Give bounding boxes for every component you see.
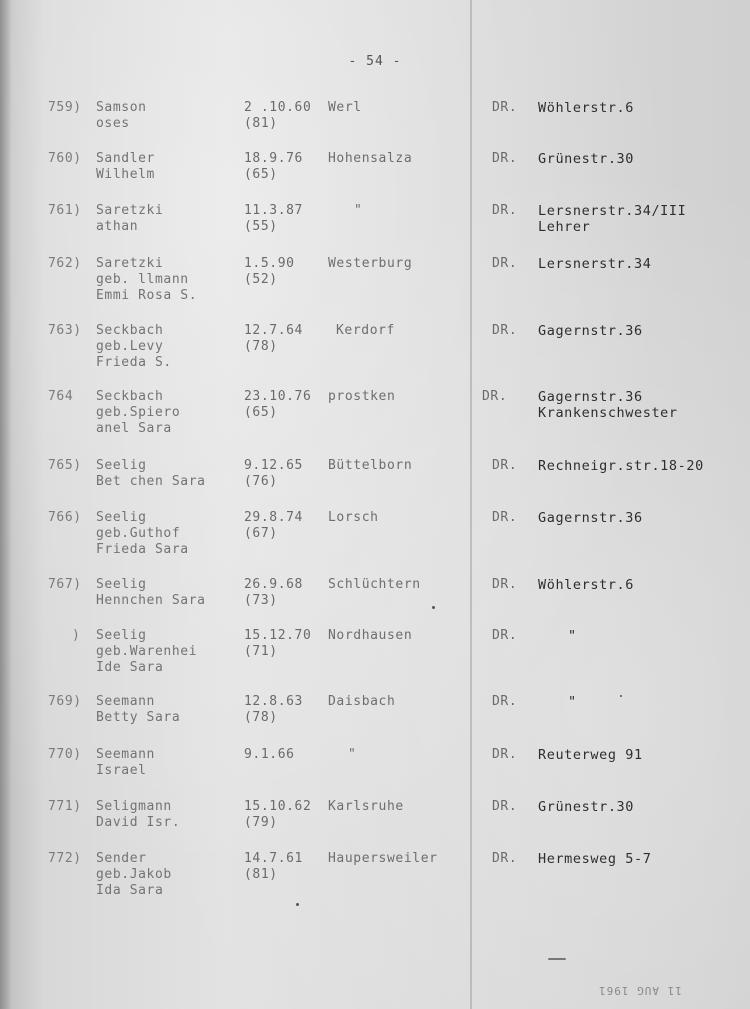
entry-number: ) [72, 628, 81, 643]
entry-code: DR. [492, 100, 518, 115]
entry-birthplace: Daisbach [328, 694, 396, 709]
entry-code: DR. [492, 799, 518, 814]
entry-number: 770) [48, 747, 82, 762]
entry-name: Seelig geb.Guthof Frieda Sara [96, 510, 189, 557]
entry-birthdate: 14.7.61 (81) [244, 851, 303, 882]
entry-name: Seelig Bet chen Sara [96, 458, 206, 489]
entry-birthplace: Lorsch [328, 510, 379, 525]
entry-birthdate: 29.8.74 (67) [244, 510, 303, 541]
entry-birthplace: " [348, 747, 357, 762]
scan-speck [432, 606, 435, 609]
entry-address: Gagernstr.36 [538, 323, 643, 339]
entry-code: DR. [492, 628, 518, 643]
entry-name: Seemann Betty Sara [96, 694, 181, 725]
entry-birthplace: Karlsruhe [328, 799, 404, 814]
entry-name: Seckbach geb.Spiero anel Sara [96, 389, 181, 436]
entry-birthplace: Werl [328, 100, 362, 115]
entry-birthdate: 2 .10.60 (81) [244, 100, 312, 131]
entry-birthplace: Westerburg [328, 256, 413, 271]
entry-name: Sender geb.Jakob Ida Sara [96, 851, 172, 898]
entry-code: DR. [482, 389, 508, 404]
entry-birthplace: Büttelborn [328, 458, 413, 473]
entry-name: Saretzki athan [96, 203, 164, 234]
entry-number: 765) [48, 458, 82, 473]
entry-address: Wöhlerstr.6 [538, 100, 635, 116]
entry-number: 759) [48, 100, 82, 115]
entry-code: DR. [492, 458, 518, 473]
entry-birthdate: 15.10.62 (79) [244, 799, 312, 830]
entry-birthplace: Haupersweiler [328, 851, 438, 866]
entry-birthdate: 11.3.87 (55) [244, 203, 303, 234]
entry-birthdate: 15.12.70 (71) [244, 628, 312, 659]
entry-code: DR. [492, 510, 518, 525]
entry-address: " [568, 694, 577, 710]
entry-birthdate: 9.1.66 [244, 747, 295, 762]
entry-birthplace: prostken [328, 389, 396, 404]
entry-address: Lersnerstr.34 [538, 256, 652, 272]
entry-birthdate: 12.7.64 (78) [244, 323, 303, 354]
fold-line [470, 0, 472, 1009]
entry-birthplace: " [354, 203, 363, 218]
page-number: - 54 - [348, 54, 402, 69]
entry-code: DR. [492, 323, 518, 338]
entry-code: DR. [492, 851, 518, 866]
entry-number: 769) [48, 694, 82, 709]
entry-address: Rechneigr.str.18-20 [538, 458, 704, 474]
entry-code: DR. [492, 256, 518, 271]
entry-birthplace: Hohensalza [328, 151, 413, 166]
entry-address: Reuterweg 91 [538, 747, 643, 763]
entry-number: 761) [48, 203, 82, 218]
entry-address: Gagernstr.36 Krankenschwester [538, 389, 678, 421]
entry-address: Hermesweg 5-7 [538, 851, 652, 867]
entry-number: 772) [48, 851, 82, 866]
entry-birthdate: 26.9.68 (73) [244, 577, 303, 608]
entry-number: 763) [48, 323, 82, 338]
entry-code: DR. [492, 694, 518, 709]
scan-speck [620, 695, 622, 697]
entry-name: Seligmann David Isr. [96, 799, 181, 830]
entry-number: 760) [48, 151, 82, 166]
entry-code: DR. [492, 747, 518, 762]
entry-birthplace: Kerdorf [336, 323, 395, 338]
entry-birthdate: 18.9.76 (65) [244, 151, 303, 182]
scan-edge [0, 0, 12, 1009]
entry-number: 766) [48, 510, 82, 525]
scan-mark [548, 958, 566, 960]
entry-birthdate: 12.8.63 (78) [244, 694, 303, 725]
entry-code: DR. [492, 151, 518, 166]
entry-address: Grünestr.30 [538, 799, 635, 815]
entry-number: 771) [48, 799, 82, 814]
entry-birthdate: 1.5.90 (52) [244, 256, 295, 287]
entry-name: Samson oses [96, 100, 147, 131]
scan-speck [296, 903, 299, 906]
entry-name: Seckbach geb.Levy Frieda S. [96, 323, 172, 370]
entry-name: Seelig geb.Warenhei Ide Sara [96, 628, 198, 675]
entry-address: Gagernstr.36 [538, 510, 643, 526]
entry-number: 764 [48, 389, 74, 404]
entry-name: Sandler Wilhelm [96, 151, 155, 182]
entry-name: Saretzki geb. llmann Emmi Rosa S. [96, 256, 198, 303]
entry-address: " [568, 628, 577, 644]
entry-name: Seelig Hennchen Sara [96, 577, 206, 608]
archive-stamp: 11 AUG 1961 [598, 984, 682, 997]
entry-address: Lersnerstr.34/III Lehrer [538, 203, 687, 235]
entry-name: Seemann Israel [96, 747, 155, 778]
entry-birthdate: 9.12.65 (76) [244, 458, 303, 489]
entry-birthplace: Schlüchtern [328, 577, 421, 592]
entry-birthdate: 23.10.76 (65) [244, 389, 312, 420]
entry-number: 767) [48, 577, 82, 592]
entry-code: DR. [492, 203, 518, 218]
entry-code: DR. [492, 577, 518, 592]
entry-number: 762) [48, 256, 82, 271]
entry-address: Wöhlerstr.6 [538, 577, 635, 593]
entry-address: Grünestr.30 [538, 151, 635, 167]
entry-birthplace: Nordhausen [328, 628, 413, 643]
